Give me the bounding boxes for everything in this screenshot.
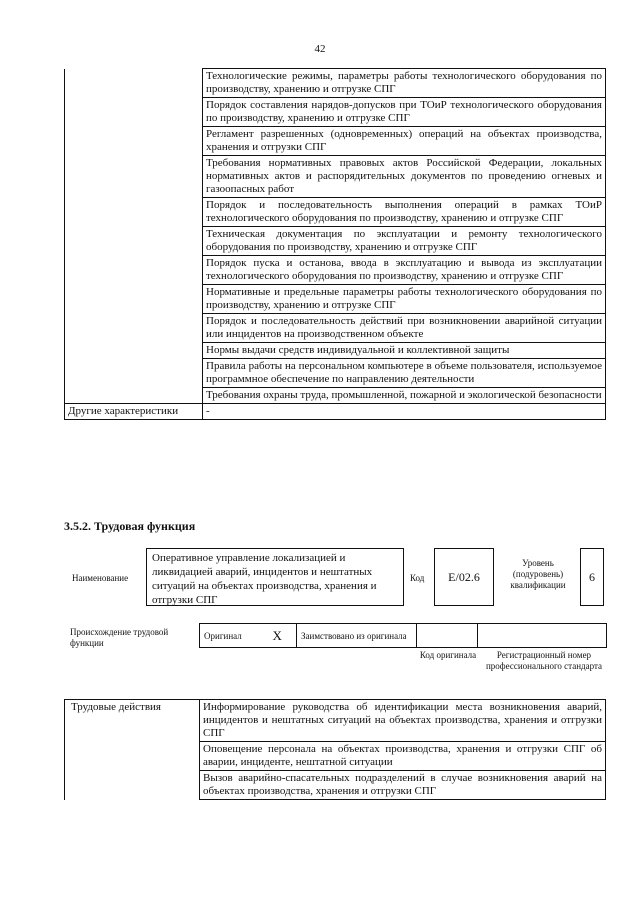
registration-number-cell [478, 624, 607, 648]
qualification-level-box: 6 [580, 548, 604, 606]
knowledge-row: Регламент разрешенных (одновременных) операций на объектах производства, хранения и отгрузки СПГ [203, 127, 606, 156]
origin-code-cell [417, 624, 478, 648]
knowledge-row: Порядок и последовательность выполнения операций в рамках ТОиР технологического оборудования по производству, хранению и отгрузке СПГ [203, 198, 606, 227]
borrowed-label: Заимствовано из оригинала [297, 624, 417, 648]
knowledge-row: Порядок составления нарядов-допусков при ТОиР технологического оборудования по производству, хранению и отгрузке СПГ [203, 98, 606, 127]
original-mark: X [259, 624, 297, 648]
code-caption: Код оригинала [419, 650, 477, 660]
knowledge-row: Нормы выдачи средств индивидуальной и коллективной защиты [203, 343, 606, 359]
code-label: Код [410, 573, 425, 583]
function-code-box: E/02.6 [434, 548, 494, 606]
name-label: Наименование [72, 573, 129, 583]
knowledge-row: Требования нормативных правовых актов Российской Федерации, локальных нормативных актов и распорядительных документов по проведению огневых и газоопасных работ [203, 156, 606, 198]
labor-actions-table [64, 699, 606, 800]
other-characteristics-value: - [203, 404, 606, 420]
knowledge-row: Порядок и последовательность действий при возникновении аварийной ситуации или инцидентов на производственном объекте [203, 314, 606, 343]
origin-table [199, 623, 607, 648]
knowledge-row: Технологические режимы, параметры работы технологического оборудования по производству, хранению и отгрузке СПГ [203, 69, 606, 98]
labor-action-row: Вызов аварийно-спасательных подразделений в случае возникновения аварий на объектах производства, хранения и отгрузки СПГ [200, 771, 606, 800]
page-number: 42 [314, 43, 326, 55]
section-heading: 3.5.2. Трудовая функция [64, 519, 196, 533]
labor-action-row: Оповещение персонала на объектах производства, хранения и отгрузки СПГ об аварии, инциденте, нештатной ситуации [200, 742, 606, 771]
other-characteristics-label: Другие характеристики [65, 404, 203, 420]
knowledge-label-cell [65, 69, 203, 404]
original-label: Оригинал [200, 624, 259, 648]
knowledge-row: Техническая документация по эксплуатации и ремонту технологического оборудования по производству, хранению и отгрузке СПГ [203, 227, 606, 256]
knowledge-row: Нормативные и предельные параметры работы технологического оборудования по производству, хранению и отгрузке СПГ [203, 285, 606, 314]
knowledge-row: Порядок пуска и останова, ввода в эксплуатацию и вывода из эксплуатации технологического оборудования по производству, хранению и отгрузке СПГ [203, 256, 606, 285]
function-name-box: Оперативное управление локализацией и ликвидацией аварий, инцидентов и нештатных ситуаций на объектах производства, хранения и отгрузки СПГ [146, 548, 404, 606]
labor-actions-label: Трудовые действия [65, 700, 200, 800]
level-label: Уровень (подуровень) квалификации [510, 558, 566, 590]
registration-caption: Регистрационный номер профессионального стандарта [485, 650, 603, 671]
labor-action-row: Информирование руководства об идентификации места возникновения аварий, инцидентов и нештатных ситуаций на объектах производства, хранения и отгрузки СПГ [200, 700, 606, 742]
knowledge-table [64, 68, 606, 420]
knowledge-row: Требования охраны труда, промышленной, пожарной и экологической безопасности [203, 388, 606, 404]
knowledge-row: Правила работы на персональном компьютере в объеме пользователя, используемое программное обеспечение по направлению деятельности [203, 359, 606, 388]
origin-label: Происхождение трудовой функции [70, 627, 169, 648]
